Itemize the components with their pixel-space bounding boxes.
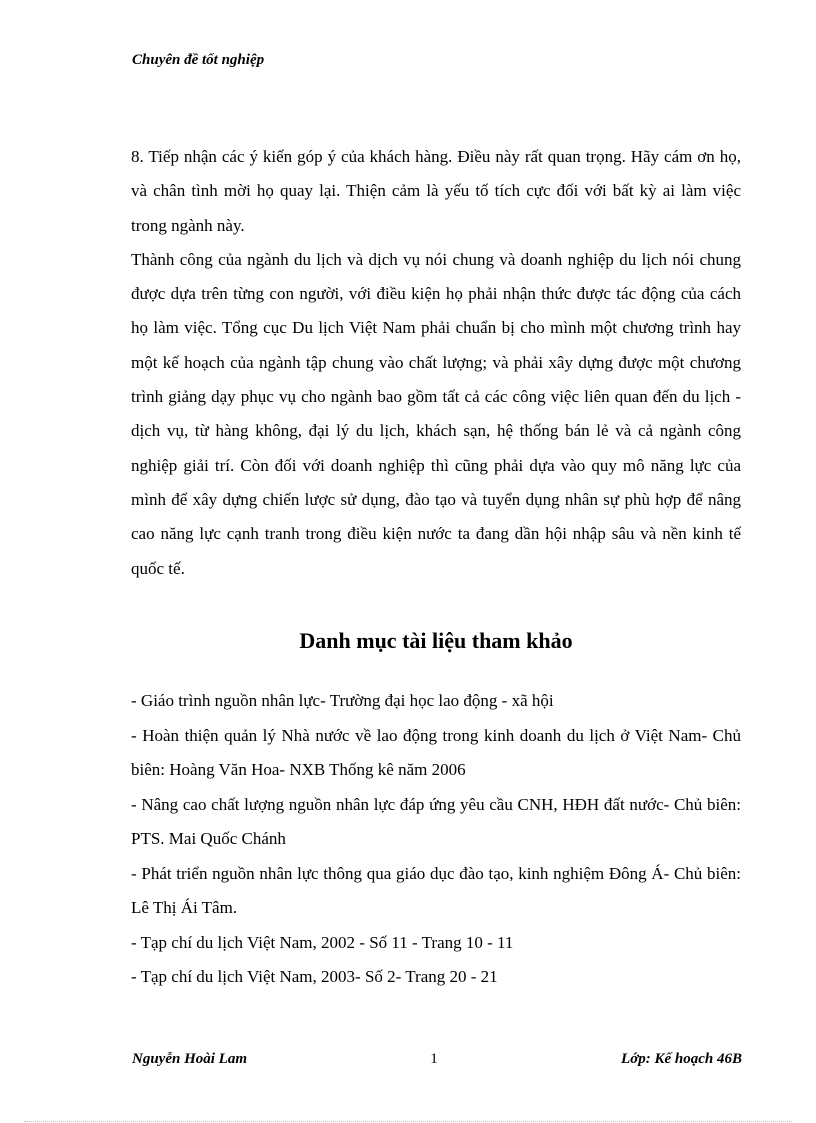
reference-item: - Hoàn thiện quản lý Nhà nước về lao động trong kinh doanh du lịch ở Việt Nam- Chủ biên: Hoàng Văn Hoa- NXB Thống kê năm 2006: [131, 725, 741, 779]
body-text: [131, 140, 741, 586]
reference-item: - Giáo trình nguồn nhân lực- Trường đại học lao động - xã hội: [131, 691, 554, 710]
page-bottom-divider: [24, 1121, 792, 1122]
page-number: 1: [430, 1051, 438, 1067]
reference-item: - Nâng cao chất lượng nguồn nhân lực đáp ứng yêu cầu CNH, HĐH đất nước- Chủ biên: PTS. Mai Quốc Chánh: [131, 794, 741, 848]
paragraph: Thành công của ngành du lịch và dịch vụ nói chung và doanh nghiệp du lịch nói chung được dựa trên từng con người, với điều kiện họ phải nhận thức được tác động của cách họ làm việc. Tổng cục Du lịch Việt Nam phải chuẩn bị cho mình một chương trình hay một kế hoạch của ngành tập chung vào chất lượng; và phải xây dựng được một chương trình giảng dạy phục vụ cho ngành bao gồm tất cả các công việc liên quan đến du lịch - dịch vụ, từ hàng không, đại lý du lịch, khách sạn, hệ thống bán lẻ và cả ngành công nghiệp giải trí. Còn đối với doanh nghiệp thì cũng phải dựa vào quy mô năng lực của mình để xây dựng chiến lược sử dụng, đào tạo và tuyển dụng nhân sự phù hợp để nâng cao năng lực cạnh tranh trong điều kiện nước ta đang dần hội nhập sâu và nền kinh tế quốc tế.: [131, 249, 741, 578]
reference-item: - Tạp chí du lịch Việt Nam, 2003- Số 2- Trang 20 - 21: [131, 967, 498, 986]
reference-list: [131, 684, 741, 995]
footer-author: Nguyễn Hoài Lam: [132, 1051, 247, 1067]
paragraph: 8. Tiếp nhận các ý kiến góp ý của khách hàng. Điều này rất quan trọng. Hãy cám ơn họ, và chân tình mời họ quay lại. Thiện cảm là yếu tố tích cực đối với bất kỳ ai làm việc trong ngành này.: [131, 147, 741, 235]
references-title: Danh mục tài liệu tham khảo: [299, 628, 573, 653]
footer-class: Lớp: Kế hoạch 46B: [621, 1051, 742, 1067]
running-footer: [132, 1051, 742, 1068]
running-header: Chuyên đề tốt nghiệp: [132, 52, 265, 68]
reference-item: - Tạp chí du lịch Việt Nam, 2002 - Số 11 - Trang 10 - 11: [131, 932, 514, 952]
reference-item: - Phát triển nguồn nhân lực thông qua giáo dục đào tạo, kinh nghiệm Đông Á- Chủ biên: Lê Thị Ái Tâm.: [131, 863, 741, 917]
